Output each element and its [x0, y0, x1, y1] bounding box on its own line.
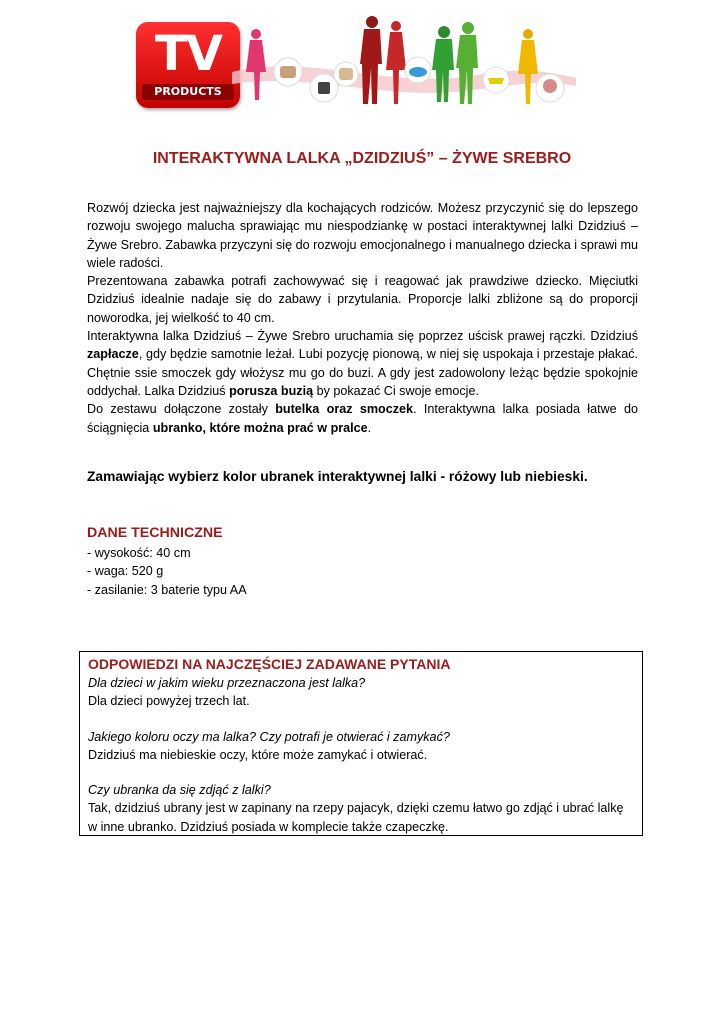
tech-specs-list [87, 544, 247, 599]
faq-item [88, 674, 634, 711]
woman-silhouette-icon [246, 29, 266, 100]
faq-question: Dla dzieci w jakim wieku przeznaczona jest lalka? [88, 676, 366, 690]
faq-heading: ODPOWIEDZI NA NAJCZĘŚCIEJ ZADAWANE PYTANIA [88, 656, 451, 672]
banner-people-illustration [232, 12, 576, 112]
faq-answer: Dla dzieci powyżej trzech lat. [88, 694, 250, 709]
faq-answer: Tak, dzidziuś ubrany jest w zapinany na rzepy pajacyk, dzięki czemu łatwo go zdjąć i ubrać lalkę w inne ubranko. Dzidziuś posiada w komplecie także czapeczkę. [88, 801, 624, 834]
faq-answer: Dzidziuś ma niebieskie oczy, które może zamykać i otwierać. [88, 747, 428, 762]
page-title: INTERAKTYWNA LALKA „DZIDZIUŚ” – ŻYWE SREBRO [152, 150, 572, 167]
logo-tv-text: TV [155, 26, 221, 82]
faq-item [88, 781, 634, 836]
description-paragraph-2: Prezentowana zabawka potrafi zachowywać się i reagować jak prawdziwe dziecko. Mięciutki Dzidziuś idealnie nadaje się do zabawy i przytulania. Proporcje lalki zbliżone są do proporcji noworodka, jej wielkość to 40 cm. [87, 274, 638, 325]
logo-products-text: PRODUCTS [142, 84, 234, 100]
woman3-silhouette-icon [518, 29, 538, 104]
description-paragraph-4: Do zestawu dołączone zostały butelka oraz smoczek. Interaktywna lalka posiada łatwe do ściągnięcia ubranko, które można prać w pralce. [87, 402, 639, 435]
tech-spec-weight: - waga: 520 g [87, 564, 164, 579]
order-color-note: Zamawiając wybierz kolor ubranek interaktywnej lalki - różowy lub niebieski. [87, 469, 588, 484]
tech-spec-power: - zasilanie: 3 baterie typu AA [87, 582, 247, 597]
faq-question: Jakiego koloru oczy ma lalka? Czy potrafi je otwierać i zamykać? [88, 729, 450, 744]
tv-products-logo [136, 22, 240, 108]
product-description [87, 199, 638, 437]
man-silhouette-icon [360, 16, 382, 104]
faq-box [79, 651, 643, 836]
tech-spec-height: - wysokość: 40 cm [87, 546, 191, 560]
description-paragraph-1: Rozwój dziecka jest najważniejszy dla kochających rodziców. Możesz przyczynić się do lepszego rozwoju swojego malucha sprawiając mu niespodziankę w postaci interaktywnej lalki Dzidziuś – Żywe Srebro. Zabawka przyczyni się do rozwoju emocjonalnego i manualnego dziecka i sprawi mu wiele radości. [87, 201, 638, 270]
man2-silhouette-icon [456, 22, 478, 104]
description-paragraph-3: Interaktywna lalka Dzidziuś – Żywe Srebro uruchamia się poprzez uścisk prawej rączki. Dzidziuś zapłacze, gdy będzie samotnie leżał. Lubi pozycję pionową, w niej się uspokaja i przestaje płakać. Chętnie ssie smoczek gdy włożysz mu go do buzi. A gdy jest zadowolony leżąc będzie spokojnie oddychał. Lalka Dzidziuś porusza buzią by pokazać Ci swoje emocje. [87, 329, 638, 398]
faq-item [88, 728, 634, 765]
header-banner [136, 12, 576, 112]
faq-question: Czy ubranka da się zdjąć z lalki? [88, 783, 271, 798]
tech-specs-heading: DANE TECHNICZNE [87, 525, 223, 541]
